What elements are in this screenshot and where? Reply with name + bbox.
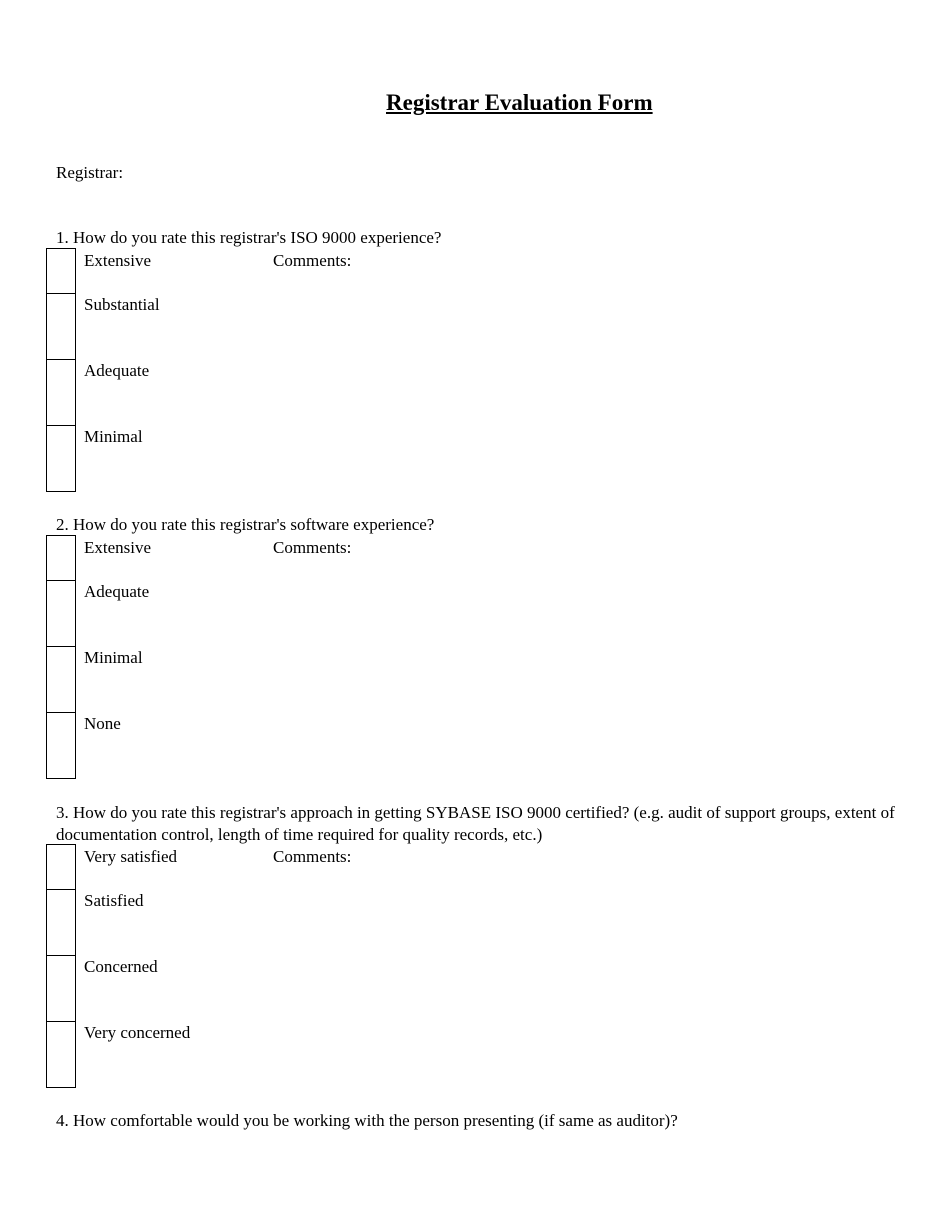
registrar-label: Registrar: bbox=[56, 163, 124, 182]
question-4-text: 4. How comfortable would you be working with the person presenting (if same as auditor)? bbox=[56, 1111, 678, 1130]
checkbox-none[interactable] bbox=[47, 712, 75, 778]
checkbox-minimal[interactable] bbox=[47, 646, 75, 712]
question-1-checkbox-group bbox=[46, 248, 76, 492]
checkbox-satisfied[interactable] bbox=[47, 889, 75, 955]
option-label: Minimal bbox=[84, 648, 143, 667]
checkbox-substantial[interactable] bbox=[47, 293, 75, 359]
question-2-checkbox-group bbox=[46, 535, 76, 779]
question-2-text: 2. How do you rate this registrar's software experience? bbox=[56, 515, 435, 534]
checkbox-extensive[interactable] bbox=[47, 249, 75, 293]
question-1-text: 1. How do you rate this registrar's ISO 9000 experience? bbox=[56, 228, 442, 247]
option-label: Extensive bbox=[84, 251, 152, 270]
checkbox-very-satisfied[interactable] bbox=[47, 845, 75, 889]
question-3-text: 3. How do you rate this registrar's approach in getting SYBASE ISO 9000 certified? (e.g. audit of support groups, extent of documentation control, length of time required for quality records, etc.) bbox=[56, 803, 895, 844]
option-label: Minimal bbox=[84, 427, 143, 446]
option-label: Satisfied bbox=[84, 891, 144, 910]
checkbox-adequate[interactable] bbox=[47, 359, 75, 425]
option-label: Adequate bbox=[84, 361, 150, 380]
question-3-checkbox-group bbox=[46, 844, 76, 1088]
option-label: None bbox=[84, 714, 121, 733]
option-label: Very concerned bbox=[84, 1023, 191, 1042]
option-label: Adequate bbox=[84, 582, 150, 601]
form-title: Registrar Evaluation Form bbox=[386, 90, 653, 115]
comments-label: Comments: bbox=[273, 847, 352, 866]
comments-label: Comments: bbox=[273, 251, 352, 270]
checkbox-very-concerned[interactable] bbox=[47, 1021, 75, 1087]
option-label: Very satisfied bbox=[84, 847, 178, 866]
option-label: Substantial bbox=[84, 295, 160, 314]
option-label: Concerned bbox=[84, 957, 158, 976]
checkbox-extensive[interactable] bbox=[47, 536, 75, 580]
checkbox-adequate[interactable] bbox=[47, 580, 75, 646]
checkbox-minimal[interactable] bbox=[47, 425, 75, 491]
option-label: Extensive bbox=[84, 538, 152, 557]
comments-label: Comments: bbox=[273, 538, 352, 557]
checkbox-concerned[interactable] bbox=[47, 955, 75, 1021]
